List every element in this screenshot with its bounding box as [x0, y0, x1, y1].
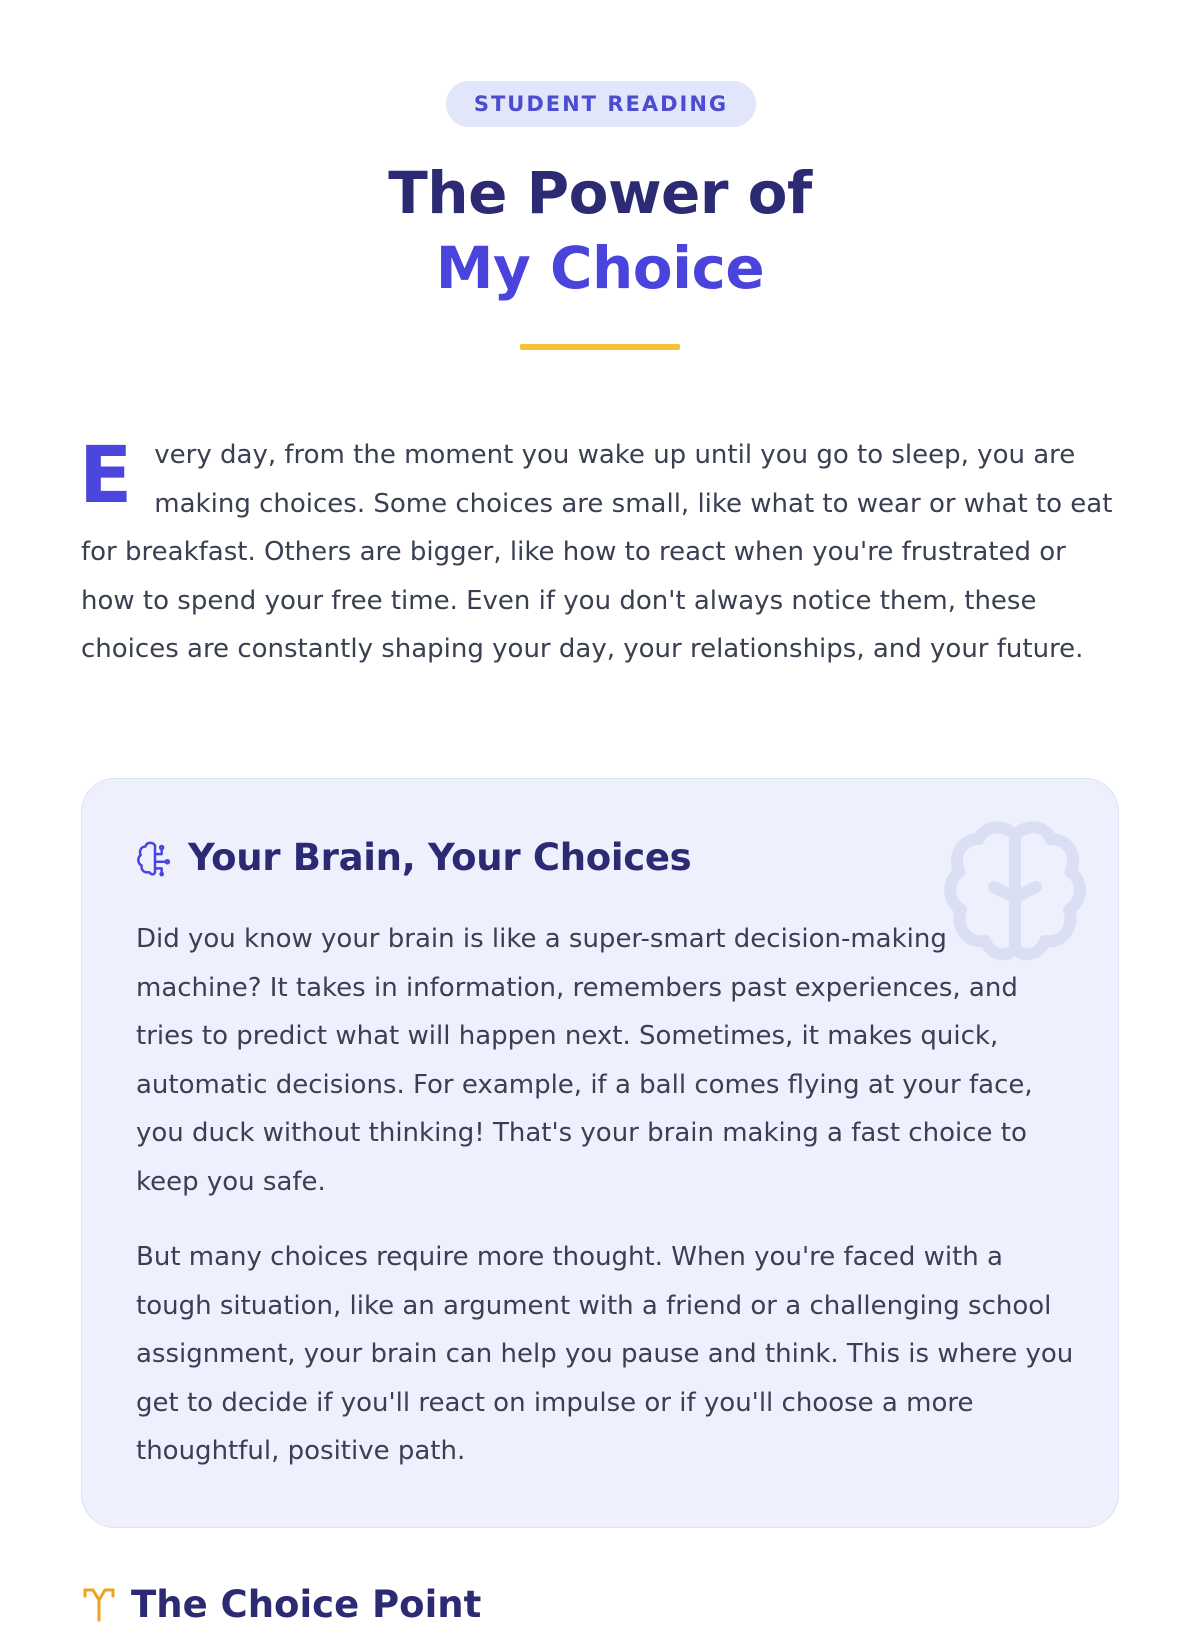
- category-badge-label: STUDENT READING: [473, 92, 729, 116]
- brain-icon: [136, 838, 174, 876]
- intro-paragraph: [81, 431, 1121, 674]
- title-underline: [520, 344, 680, 350]
- card-paragraph-2: But many choices require more thought. When you're faced with a tough situation, like an argument with a friend or a challenging school assignment, your brain can help you pause and think. This is where you get to decide if you'll react on impulse or if you'll choose a more thoughtful, positive path.: [136, 1242, 1074, 1466]
- card-title: Your Brain, Your Choices: [188, 835, 692, 879]
- next-section-header: [81, 1584, 481, 1624]
- page-title-line-1: The Power of: [388, 159, 812, 227]
- category-badge: [446, 81, 756, 127]
- page-title: [0, 156, 1200, 306]
- card-header: [136, 835, 691, 879]
- drop-cap: E: [79, 431, 133, 521]
- page-title-line-2: My Choice: [435, 234, 765, 302]
- split-arrows-icon: [81, 1586, 117, 1622]
- intro-text: very day, from the moment you wake up until you go to sleep, you are making choices. Some choices are small, like what to wear or what to eat for breakfast. Others are bigger, like how to react when you're frustrated or how to spend your free time. Even if you don't always notice them, these choices are constantly shaping your day, your relationships, and your future.: [81, 440, 1113, 664]
- brain-info-card: [81, 778, 1119, 1528]
- next-section-title: The Choice Point: [131, 1582, 482, 1626]
- card-paragraph-1: Did you know your brain is like a super-smart decision-making machine? It takes in information, remembers past experiences, and tries to predict what will happen next. Sometimes, it makes quick, automatic decisions. For example, if a ball comes flying at your face, you duck without thinking! That's your brain making a fast choice to keep you safe.: [136, 924, 1033, 1197]
